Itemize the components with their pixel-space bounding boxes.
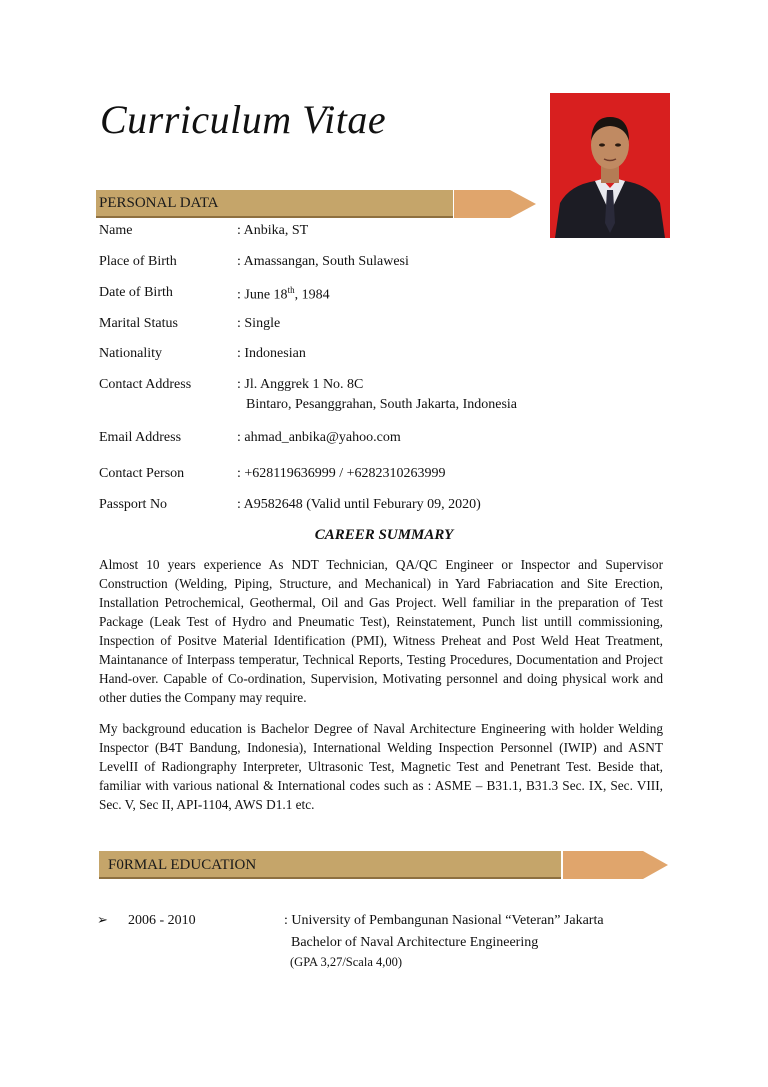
career-paragraph-2: My background education is Bachelor Degree of Naval Architecture Engineering with holder Welding Inspector (B4T Bandung, Indonesia), International Welding Inspection Personnel (IWIP) and ASNT LevelII of Radiongraphy Interpreter, Ultrasonic Test, Magnetic Test and Penetrant Test. Beside that, familiar with various national & International codes such as : ASME – B31.1, B31.3 Sec. IX, Sec. VIII, Sec. V, Sec II, API-1104, AWS D1.1 etc.: [99, 721, 663, 812]
name-value: : Anbika, ST: [237, 223, 309, 238]
contact-person-label: Contact Person: [99, 466, 185, 481]
email-value: : ahmad_anbika@yahoo.com: [237, 430, 401, 445]
date-of-birth-day: : June 18: [237, 287, 288, 303]
contact-address-label: Contact Address: [99, 377, 192, 392]
document-title: Curriculum Vitae: [100, 97, 387, 142]
formal-education-heading: F0RMAL EDUCATION: [108, 857, 257, 873]
profile-photo: [550, 93, 670, 238]
contact-person-value: : +628119636999 / +6282310263999: [237, 466, 446, 481]
place-of-birth-value: : Amassangan, South Sulawesi: [237, 254, 409, 269]
education-degree: Bachelor of Naval Architecture Engineering: [291, 935, 539, 950]
career-summary-heading: CAREER SUMMARY: [314, 527, 454, 543]
date-of-birth-suffix: th: [287, 285, 295, 295]
passport-value: : A9582648 (Valid until Feburary 09, 2020): [237, 497, 481, 512]
contact-address-line2: Bintaro, Pesanggrahan, South Jakarta, Indonesia: [246, 397, 517, 412]
nationality-value: : Indonesian: [237, 346, 306, 361]
arrow-icon: [563, 851, 668, 879]
arrow-icon: [454, 190, 536, 218]
marital-status-value: : Single: [237, 316, 281, 331]
date-of-birth-value: [237, 285, 330, 304]
passport-label: Passport No: [99, 497, 168, 512]
education-years: 2006 - 2010: [128, 913, 196, 928]
date-of-birth-year: , 1984: [294, 287, 330, 303]
date-of-birth-label: Date of Birth: [99, 285, 173, 300]
education-gpa: (GPA 3,27/Scala 4,00): [290, 955, 403, 969]
bullet-arrow-icon: ➢: [97, 912, 108, 927]
place-of-birth-label: Place of Birth: [99, 254, 177, 269]
personal-data-heading: PERSONAL DATA: [99, 195, 219, 211]
nationality-label: Nationality: [99, 346, 162, 361]
personal-data-banner: [96, 190, 536, 218]
marital-status-label: Marital Status: [99, 316, 178, 331]
email-label: Email Address: [99, 430, 182, 445]
formal-education-banner: [99, 851, 668, 879]
career-paragraph-1: Almost 10 years experience As NDT Technician, QA/QC Engineer or Inspector and Supervisor Construction (Welding, Piping, Structure, and Mechanical) in Yard Fabriacation and Site Erection, Installation Petrochemical, Geothermal, Oil and Gas Project. Well familiar in the preparation of Test Package (Leak Test of Hydro and Pneumatic Test), Reinstatement, Punch list untill commissioning, Inspection of Positve Material Identification (PMI), Witness Preheat and Post Weld Heat Treatment, Maintanance of Interpass temperatur, Technical Reports, Testing Procedures, Documentation and Project Hand-over. Capable of Co-ordination, Supervision, Motivating personnel and doing physical work and other duties the Company may require.: [99, 557, 663, 705]
name-label: Name: [99, 223, 133, 238]
education-institution: : University of Pembangunan Nasional “Veteran” Jakarta: [284, 913, 604, 928]
contact-address-value: : Jl. Anggrek 1 No. 8C: [237, 377, 364, 392]
